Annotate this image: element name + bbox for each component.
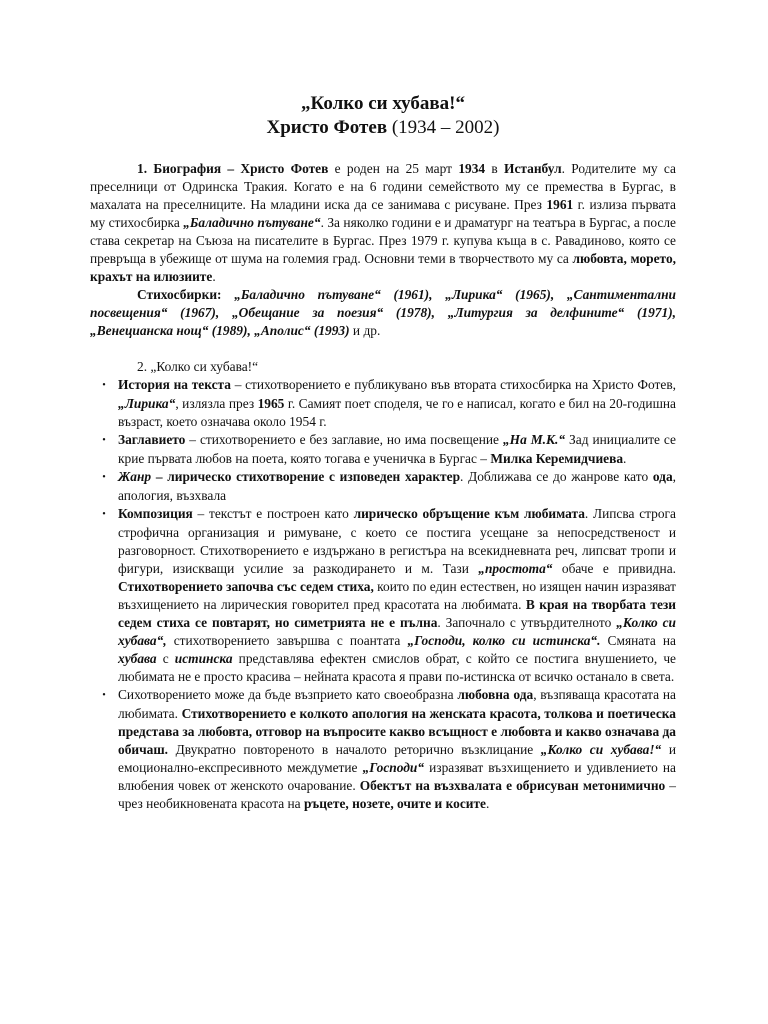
list-item: [90, 468, 676, 505]
item-text: – стихотворението е публикувано във втората стихосбирка на Христо Фотев,: [230, 377, 676, 392]
item-quote: „Колко си хубава!“: [540, 742, 662, 757]
bio-city: Истанбул: [504, 161, 562, 176]
list-item: [90, 431, 676, 468]
bio-text: в: [485, 161, 505, 176]
bio-heading: 1. Биография – Христо Фотев: [137, 161, 329, 176]
item-text: . Доближава се до жанрове като: [460, 469, 653, 484]
bio-themes: любовта, морето, крахът на илюзиите: [90, 251, 676, 284]
document-page: [90, 92, 676, 813]
bullet-icon: •: [102, 435, 106, 446]
bio-text: . За няколко години е и драматург на театъра в Бургас, а после става секретар на Съюза на писателите в Бургас. През 1979 г. купува къща в с. Равадиново, която се превръща в убежище от шума на големия град. Основни теми в творчеството му са: [90, 215, 676, 266]
author-years: (1934 – 2002): [391, 117, 500, 138]
bio-text: е роден на 25 март: [328, 161, 459, 176]
item-quote: хубава: [118, 651, 157, 666]
item-text: – стихотворението е без заглавие, но има посвещение: [185, 432, 503, 447]
collections-tail: и др.: [349, 323, 381, 338]
item-emphasis: Обектът на възхвалата е обрисуван метонимично: [359, 778, 666, 793]
author-name: Христо Фотев: [266, 117, 388, 138]
item-text: стихотворението завършва с поантата: [166, 633, 408, 648]
item-quote: „Колко си хубава“,: [118, 615, 676, 648]
item-emphasis: Стихотворението започва със седем стиха,: [118, 579, 374, 594]
item-text: г. Самият поет споделя, че го е написал, когато е бил на 20-годишна възраст, което означава около 1954 г.: [118, 396, 676, 429]
bio-text: г. излиза първата му стихосбирка: [90, 197, 676, 230]
bullet-icon: •: [102, 472, 106, 483]
bio-paragraph: [90, 160, 676, 286]
item-quote: „Лирика“: [118, 396, 176, 411]
item-text: , излязла през: [175, 396, 258, 411]
item-label: Жанр: [118, 469, 152, 484]
item-year: 1965: [257, 396, 285, 411]
bio-text: . Родителите му са преселници от Одринска Тракия. Когато е на 6 години семейството му се премества в Бургас, в махалата на преселниците. На младини иска да се занимава с рисуване. През: [90, 161, 676, 212]
collections-label: Стихосбирки:: [137, 287, 222, 302]
item-text: .: [623, 451, 627, 466]
item-quote: „Господи“: [362, 760, 425, 775]
section-heading-text: 2. „Колко си хубава!“: [137, 359, 259, 374]
item-emphasis: ода: [652, 469, 673, 484]
list-item: [90, 376, 676, 431]
bio-year: 1961: [546, 197, 574, 212]
item-emphasis: Стихотворението е колкото апология на женската красота, толкова и поетическа представа за любовта, отговор на въпросите какво всъщност е любовта и какво означава да обичаш.: [118, 706, 676, 757]
item-quote: „Господи, колко си истинска“.: [407, 633, 601, 648]
section-heading: [90, 358, 676, 376]
item-text: изразяват възхищението и удивлението на влюбения човек от женското очарование.: [118, 760, 676, 793]
item-text: .: [486, 796, 490, 811]
item-emphasis: ръцете, нозете, очите и косите: [303, 796, 486, 811]
item-quote: истинска: [174, 651, 233, 666]
collections-list: „Баладично пътуване“ (1961), „Лирика“ (1965), „Сантиментални посвещения“ (1967), „Обещание за поезия“ (1978), „Литургия за делфините“ (1971), „Венецианска нощ“ (1989), „Аполис“ (1993): [90, 287, 676, 338]
item-text: – чрез необикновената красота на: [118, 778, 677, 811]
spacer: [90, 340, 676, 358]
author-line: [90, 116, 676, 140]
bio-text: .: [212, 269, 216, 284]
bullet-icon: •: [102, 690, 106, 701]
item-text: Зад инициалите се крие първата любов на поета, която тогава е ученичка в Бургас –: [118, 432, 676, 466]
item-text: Сихотворението може да бъде възприето като своеобразна: [118, 687, 458, 702]
item-quote: „простота“: [478, 561, 553, 576]
page-title: „Колко си хубава!“: [301, 93, 465, 114]
item-label: Заглавието: [118, 432, 186, 447]
list-item: [90, 686, 676, 813]
item-text: които по един естествен, но изящен начин изразяват възхищението на лирическия говорител пред красотата на любимата.: [118, 579, 676, 612]
bio-year: 1934: [458, 161, 486, 176]
item-text: представлява ефектен смислов обрат, с който се постига внушението, че любимата не е просто красива – нейната красота я прави по-истинска от всичко останало в света.: [118, 651, 676, 684]
item-text: и емоционално-експресивното междуметие: [118, 742, 676, 775]
item-emphasis: – лирическо стихотворение с изповеден характер: [151, 469, 461, 484]
item-quote: „На М.К.“: [502, 432, 566, 447]
item-text: обаче е привидна.: [552, 561, 676, 576]
item-text: , възпяваща красотата на любимата.: [118, 687, 676, 721]
item-text: . Липсва строга строфична организация и римуване, с което се постига усещане за непосредственост и разговорност. Стихотворението е издържано в регистъра на всекидневната реч, липсват тропи и фигури, изискващи усилие за разкодирането и м. Тази: [118, 506, 676, 576]
item-label: История на текста: [118, 377, 231, 392]
item-text: . Започнало с утвърдителното: [437, 615, 617, 630]
item-text: – текстът е построен като: [192, 506, 354, 521]
bullet-icon: •: [102, 509, 106, 520]
item-name: Милка Керемидчиева: [490, 451, 624, 466]
item-text: Двукратно повтореното в началото реторично възклицание: [168, 742, 541, 757]
item-emphasis: лирическо обръщение към любимата: [353, 506, 585, 521]
list-item: [90, 505, 676, 686]
item-text: с: [156, 651, 175, 666]
item-text: Смяната на: [600, 633, 676, 648]
item-text: , апология, възхвала: [118, 469, 676, 503]
item-label: Композиция: [118, 506, 193, 521]
item-emphasis: В края на творбата тези седем стиха се повтарят, но симетрията не е пълна: [118, 597, 677, 630]
first-collection-title: „Баладично пътуване“: [183, 215, 321, 230]
collections-paragraph: [90, 286, 676, 340]
bullet-icon: •: [102, 380, 106, 391]
item-emphasis: любовна ода: [457, 687, 534, 702]
